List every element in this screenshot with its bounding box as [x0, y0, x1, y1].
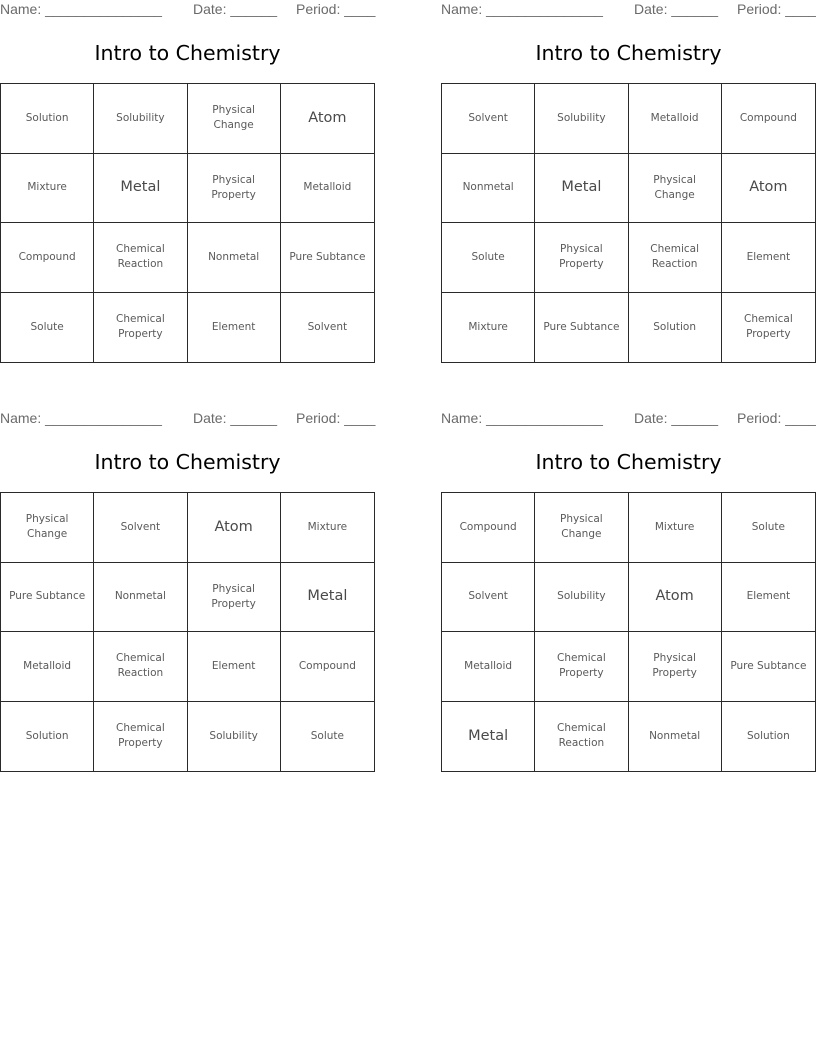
bingo-cell: Nonmetal	[442, 154, 535, 224]
bingo-cell: Solute	[722, 493, 815, 563]
card-title: Intro to Chemistry	[94, 41, 281, 65]
name-field: Name: _______________	[0, 1, 162, 17]
bingo-grid	[0, 492, 375, 772]
bingo-cell: Solute	[310, 729, 344, 742]
bingo-cell: Physical Change	[535, 493, 628, 563]
bingo-cell: Chemical Reaction	[535, 702, 628, 772]
student-info-line	[441, 410, 816, 430]
bingo-cell: Solubility	[94, 84, 187, 154]
bingo-cell: Solubility	[188, 702, 281, 772]
period-field: Period: ____	[296, 410, 376, 426]
bingo-cell: Metalloid	[281, 154, 374, 224]
bingo-cell: Metalloid	[629, 84, 722, 154]
bingo-cell: Pure Subtance	[1, 563, 94, 633]
date-field: Date: ______	[193, 1, 278, 17]
bingo-cell: Solute	[1, 293, 94, 363]
bingo-cell: Nonmetal	[629, 702, 722, 772]
bingo-cell: Chemical Reaction	[629, 223, 722, 293]
bingo-cell: Solubility	[535, 563, 628, 633]
bingo-cell: Chemical Reaction	[94, 632, 187, 702]
bingo-cell: Solvent	[307, 320, 348, 333]
card-title: Intro to Chemistry	[535, 450, 722, 474]
bingo-cell: Physical Change	[629, 154, 722, 224]
bingo-cell: Solvent	[442, 84, 535, 154]
period-field: Period: ____	[737, 1, 816, 17]
bingo-cell: Chemical Property	[744, 313, 793, 341]
bingo-cell: Solution	[629, 293, 722, 363]
bingo-cell: Metal	[442, 702, 535, 772]
bingo-cell: Pure Subtance	[535, 293, 628, 363]
period-field: Period: ____	[296, 1, 376, 17]
bingo-cell: Solubility	[535, 84, 628, 154]
bingo-cell: Atom	[629, 563, 722, 633]
bingo-cell: Nonmetal	[94, 563, 187, 633]
date-field: Date: ______	[634, 1, 719, 17]
card-title: Intro to Chemistry	[94, 450, 281, 474]
bingo-cell: Metal	[281, 563, 374, 633]
bingo-cell: Atom	[722, 154, 815, 224]
bingo-cell: Element	[188, 632, 281, 702]
student-info-line	[441, 1, 816, 21]
bingo-cell: Chemical Property	[94, 702, 187, 772]
bingo-cell: Physical Property	[535, 223, 628, 293]
bingo-cell: Solvent	[442, 563, 535, 633]
bingo-cell: Element	[722, 223, 815, 293]
bingo-cell: Metalloid	[1, 632, 94, 702]
bingo-cell: Physical Change	[1, 493, 94, 563]
bingo-cell: Pure Subtance	[722, 632, 815, 702]
bingo-cell: Mixture	[281, 493, 374, 563]
period-field: Period: ____	[737, 410, 816, 426]
bingo-grid	[441, 492, 816, 772]
bingo-cell: Compound	[442, 493, 535, 563]
bingo-cell: Chemical Reaction	[94, 223, 187, 293]
bingo-cell: Metal	[535, 154, 628, 224]
date-field: Date: ______	[193, 410, 278, 426]
name-field: Name: _______________	[0, 410, 162, 426]
bingo-cell: Metal	[94, 154, 187, 224]
bingo-cell: Chemical Property	[535, 632, 628, 702]
date-field: Date: ______	[634, 410, 719, 426]
name-field: Name: _______________	[441, 1, 603, 17]
bingo-cell: Chemical Property	[94, 293, 187, 363]
bingo-cell: Solute	[442, 223, 535, 293]
bingo-cell: Element	[722, 563, 815, 633]
bingo-grid	[0, 83, 375, 363]
bingo-cell: Atom	[188, 493, 281, 563]
bingo-cell: Solvent	[94, 493, 187, 563]
bingo-cell: Compound	[722, 84, 815, 154]
bingo-cell: Mixture	[442, 293, 535, 363]
card-title: Intro to Chemistry	[535, 41, 722, 65]
bingo-cell: Solution	[1, 84, 94, 154]
bingo-cell: Solution	[1, 702, 94, 772]
bingo-cell: Pure Subtance	[281, 223, 374, 293]
bingo-cell: Solution	[746, 729, 790, 742]
bingo-cell: Compound	[281, 632, 374, 702]
bingo-cell: Mixture	[629, 493, 722, 563]
bingo-cell: Nonmetal	[188, 223, 281, 293]
bingo-grid	[441, 83, 816, 363]
bingo-cell: Element	[188, 293, 281, 363]
bingo-cell: Physical Change	[188, 84, 281, 154]
bingo-cell: Mixture	[1, 154, 94, 224]
name-field: Name: _______________	[441, 410, 603, 426]
student-info-line	[0, 410, 375, 430]
bingo-cell: Physical Property	[188, 563, 281, 633]
bingo-cell: Metalloid	[442, 632, 535, 702]
bingo-cell: Atom	[281, 84, 374, 154]
bingo-cell: Physical Property	[188, 154, 281, 224]
bingo-cell: Physical Property	[629, 632, 722, 702]
student-info-line	[0, 1, 375, 21]
bingo-cell: Compound	[1, 223, 94, 293]
